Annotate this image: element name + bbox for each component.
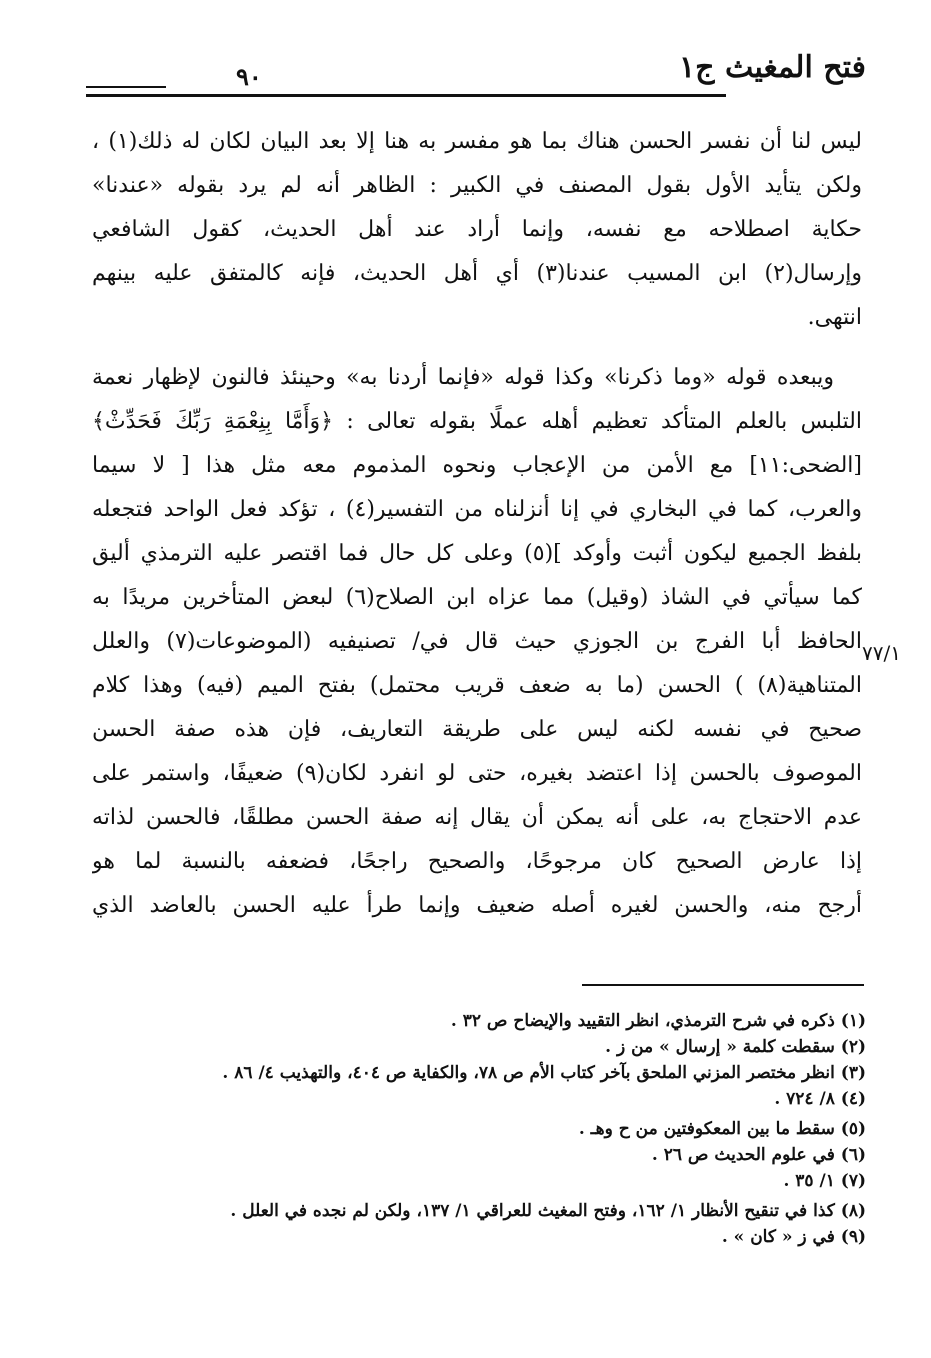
running-title: فتح المغيث ج١ xyxy=(679,50,866,85)
text-line: ولكن يتأيد الأول بقول المصنف في الكبير : الظاهر أنه لم يرد بقوله «عندنا» xyxy=(92,173,862,198)
footnote: (٨) كذا في تنقيح الأنظار ١/ ١٦٢، وفتح المغيث للعراقي ١/ ١٣٧، ولكن لم نجده في العلل . xyxy=(230,1201,866,1221)
footnote: (٢) سقطت كلمة « إرسال » من ز . xyxy=(605,1037,866,1057)
header-rule xyxy=(86,94,726,97)
text-line: المتناهية(٨) ) الحسن (ما به ضعف قريب محتمل) بفتح الميم (فيه) وهذا كلام xyxy=(92,673,862,698)
text-line: وإرسال(٢) ابن المسيب عندنا(٣) أي أهل الحديث، فإنه كالمتفق عليه بينهم xyxy=(92,261,862,286)
text-line: أرجح منه، والحسن لغيره أصله ضعيف وإنما طرأ عليه الحسن بالعاضد الذي xyxy=(92,893,862,918)
text-line: حكاية اصطلاحه مع نفسه، وإنما أراد عند أهل الحديث، كقول الشافعي xyxy=(92,217,862,242)
footnote: (٣) انظر مختصر المزني الملحق بآخر كتاب الأم ص ٧٨، والكفاية ص ٤٠٤، والتهذيب ٤/ ٨٦ . xyxy=(222,1063,866,1083)
footnote: (٤) ٨/ ٧٢٤ . xyxy=(774,1089,866,1109)
text-line: إذا عارض الصحيح كان مرجوحًا، والصحيح راجحًا، فضعفه بالنسبة لما هو xyxy=(92,849,862,874)
text-line: الحافظ أبا الفرج بن الجوزي حيث قال في/ تصنيفيه (الموضوعات(٧) والعلل xyxy=(92,629,862,654)
footnote: (٧) ١/ ٣٥ . xyxy=(783,1171,866,1191)
footnotes xyxy=(96,1008,866,1250)
page-header xyxy=(86,48,866,100)
text-line: بلفظ الجميع ليكون أثبت وأوكد ](٥) وعلى كل حال فما اقتصر عليه الترمذي أليق xyxy=(92,541,862,566)
text-line: الموصوف بالحسن إذا اعتضد بغيره، حتى لو انفرد لكان(٩) ضعيفًا، واستمر على xyxy=(92,761,862,786)
text-line: ويبعده قوله «وما ذكرنا» وكذا قوله «فإنما أردنا به» وحينئذ فالنون لإظهار نعمة xyxy=(92,365,834,390)
header-rule-short xyxy=(86,86,166,88)
page-number: ٩٠ xyxy=(236,62,262,91)
text-line: ليس لنا أن نفسر الحسن هناك بما هو مفسر به هنا إلا بعد البيان لكان له ذلك(١) ، xyxy=(92,129,862,154)
text-line: صحيح في نفسه لكنه ليس على طريقة التعاريف، فإن هذه صفة الحسن xyxy=(92,717,862,742)
footnote: (٦) في علوم الحديث ص ٢٦ . xyxy=(651,1145,866,1165)
footnote: (١) ذكره في شرح الترمذي، انظر التقييد والإيضاح ص ٣٢ . xyxy=(450,1011,866,1031)
text-line: كما سيأتي في الشاذ (وقيل) مما عزاه ابن الصلاح(٦) لبعض المتأخرين مريدًا به xyxy=(92,585,862,610)
main-text xyxy=(92,120,862,928)
footnote: (٥) سقط ما بين المعكوفتين من ح وهـ . xyxy=(578,1119,866,1139)
text-line: عدم الاحتجاج به، على أنه يمكن أن يقال إنه صفة الحسن مطلقًا، فالحسن لذاته xyxy=(92,805,862,830)
paragraph-gap xyxy=(92,340,862,356)
text-line: انتهى. xyxy=(807,305,862,330)
text-line: [الضحى:١١] مع الأمن من الإعجاب ونحوه المذموم معه مثل هذا [ لا سيما xyxy=(92,453,862,478)
text-line: التلبس بالعلم المتأكد تعظيم أهله عملًا بقوله تعالى : ﴿وَأَمَّا بِنِعْمَةِ رَبِّكَ فَحَدِّثْ﴾ xyxy=(92,409,862,434)
text-line: والعرب، كما في البخاري في إنا أنزلناه من التفسير(٤) ، تؤكد فعل الواحد فتجعله xyxy=(92,497,862,522)
footnote: (٩) في ز « كان » . xyxy=(721,1227,866,1247)
footnote-separator xyxy=(582,984,864,986)
margin-manuscript-ref: ٧٧/١ xyxy=(862,641,901,665)
